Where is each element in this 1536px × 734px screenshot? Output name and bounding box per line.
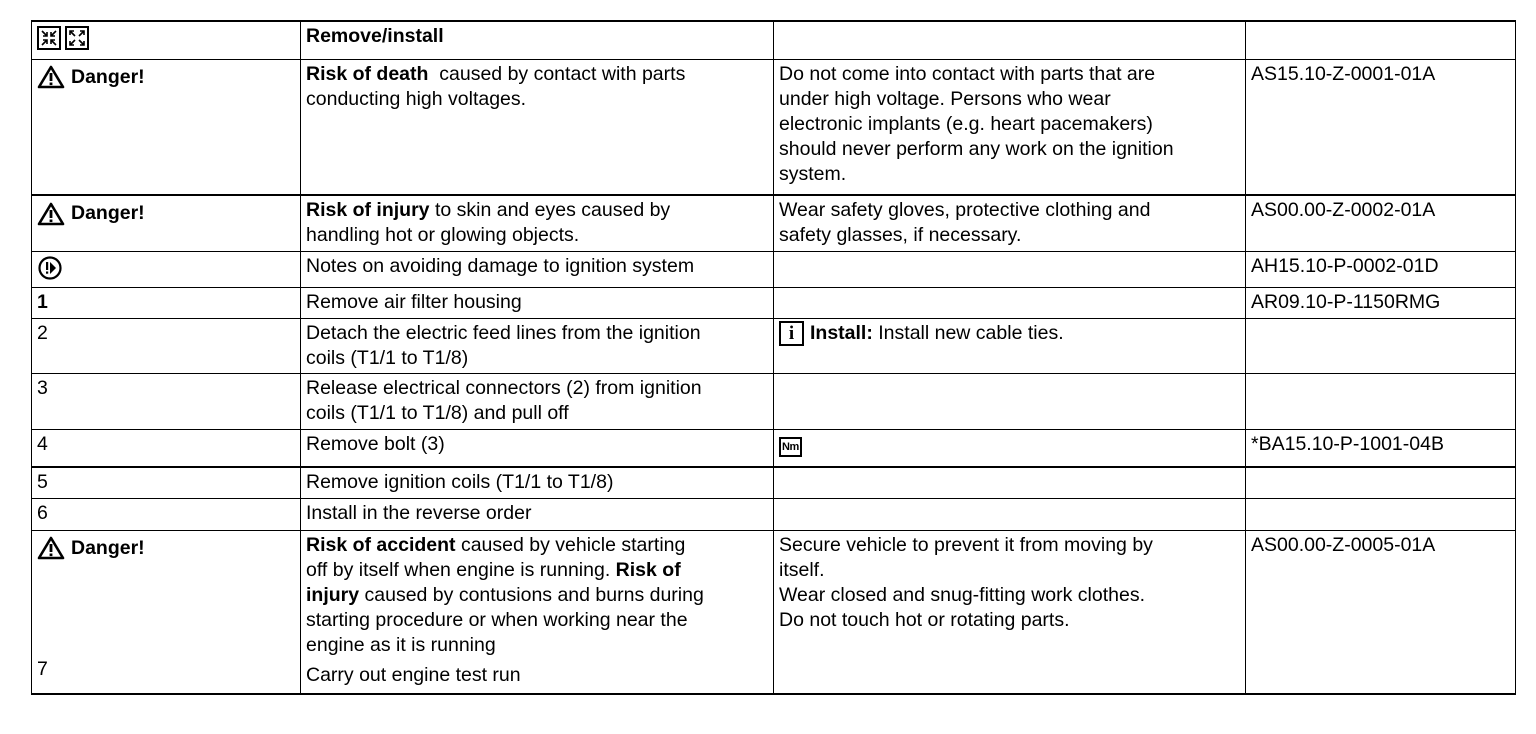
- step-number: 1: [32, 287, 301, 318]
- step-text: Install in the reverse order: [301, 498, 774, 530]
- step-ref: *BA15.10-P-1001-04B: [1246, 429, 1516, 467]
- remove-icon: [37, 26, 61, 50]
- step-row-6: [32, 498, 1516, 530]
- step-2-note: i Install: Install new cable ties.: [774, 318, 1246, 373]
- step-text: Remove ignition coils (T1/1 to T1/8): [301, 467, 774, 498]
- danger-row-injury: [32, 195, 1516, 251]
- danger-2-measures: Wear safety gloves, protective clothing and safety glasses, if necessary.: [774, 195, 1246, 251]
- step-row-4: [32, 429, 1516, 467]
- warning-triangle-icon: [37, 65, 65, 89]
- danger-1-measures: Do not come into contact with parts that are under high voltage. Persons who wear electronic implants (e.g. heart pacemakers) should never perform any work on the ignition system.: [774, 59, 1246, 195]
- danger-2-ref: AS00.00-Z-0002-01A: [1246, 195, 1516, 251]
- step-number: 6: [32, 498, 301, 530]
- danger-2-risk: Risk of injury to skin and eyes caused by handling hot or glowing objects.: [301, 195, 774, 251]
- danger-3-measures: Secure vehicle to prevent it from moving by itself. Wear closed and snug-fitting work clothes. Do not touch hot or rotating parts.: [774, 530, 1246, 694]
- step-row-3: [32, 373, 1516, 429]
- step-text: Carry out engine test run: [306, 663, 521, 686]
- step-row-1: [32, 287, 1516, 318]
- danger-label: Danger!: [37, 201, 145, 226]
- warning-triangle-icon: [37, 202, 65, 226]
- danger-3-risk: Risk of accident caused by vehicle starting off by itself when engine is running. Risk of injury caused by contusions and burns during starting procedure or when working near the engine as it is running Carry out engine test run: [301, 530, 774, 694]
- note-ref: AH15.10-P-0002-01D: [1246, 251, 1516, 287]
- step-number: 5: [32, 467, 301, 498]
- step-number: 2: [32, 318, 301, 373]
- header-title: Remove/install: [301, 21, 774, 59]
- step-text: Detach the electric feed lines from the ignition coils (T1/1 to T1/8): [301, 318, 774, 373]
- step-row-2: [32, 318, 1516, 373]
- mode-icons-cell: [32, 21, 301, 59]
- step-row-5: [32, 467, 1516, 498]
- danger-label: Danger!: [37, 65, 145, 90]
- procedure-table: [31, 20, 1516, 695]
- step-text: Release electrical connectors (2) from ignition coils (T1/1 to T1/8) and pull off: [301, 373, 774, 429]
- install-icon: [65, 26, 89, 50]
- danger-1-risk: Risk of death caused by contact with parts conducting high voltages.: [301, 59, 774, 195]
- warning-triangle-icon: [37, 536, 65, 560]
- danger-row-accident: [32, 530, 1516, 694]
- info-icon: i: [779, 321, 804, 346]
- danger-row-high-voltage: [32, 59, 1516, 195]
- step-ref: AR09.10-P-1150RMG: [1246, 287, 1516, 318]
- header-row: [32, 21, 1516, 59]
- step-text: Remove air filter housing: [301, 287, 774, 318]
- step-number: 3: [32, 373, 301, 429]
- danger-label: Danger!: [37, 536, 145, 561]
- torque-icon: Nm: [779, 437, 802, 457]
- step-text: Remove bolt (3): [301, 429, 774, 467]
- step-number: 7: [37, 658, 48, 680]
- damage-note-icon: [37, 255, 63, 281]
- step-number: 4: [32, 429, 301, 467]
- note-row: [32, 251, 1516, 287]
- danger-1-ref: AS15.10-Z-0001-01A: [1246, 59, 1516, 195]
- danger-3-ref: AS00.00-Z-0005-01A: [1246, 530, 1516, 694]
- note-text: Notes on avoiding damage to ignition system: [301, 251, 774, 287]
